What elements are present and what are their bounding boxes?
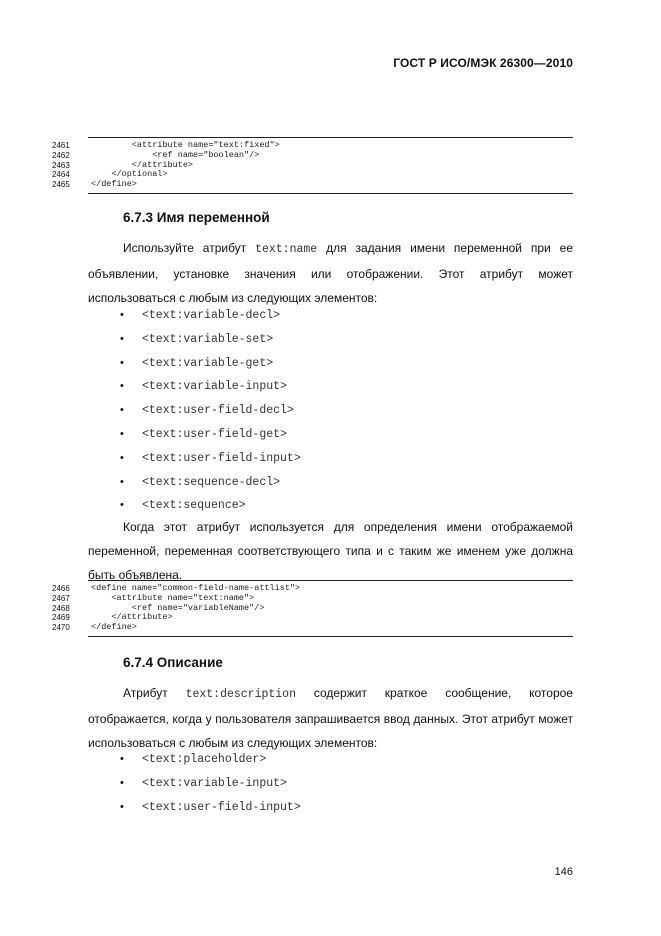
line-number: 2465 (52, 180, 70, 190)
element-name: <text:variable-input> (142, 776, 287, 790)
code-text: </define> (91, 622, 137, 633)
line-number: 2464 (52, 170, 70, 180)
code-text: </attribute> (91, 159, 194, 170)
element-name: <text:user-field-input> (142, 451, 301, 465)
bullet-icon: • (120, 380, 124, 393)
para-text-end: для задания имени переменной при ее объявлении, установке значения или отображении. Этот атрибут может использоваться с любым из следующих элементов: (88, 241, 573, 305)
page-header-title: ГОСТ Р ИСО/МЭК 26300—2010 (393, 56, 573, 70)
line-number: 2466 (52, 584, 70, 593)
para-text-start: Атрибут (123, 686, 186, 700)
bullet-icon: • (120, 332, 124, 345)
bullet-icon: • (120, 800, 124, 813)
para-text-end: содержит краткое сообщение, которое отображается, когда у пользователя запрашивается ввод данных. Этот атрибут может использоваться с любым из следующих элементов: (88, 686, 573, 750)
code-text: <attribute name="text:fixed"> (91, 140, 280, 150)
element-name: <text:variable-decl> (142, 309, 281, 322)
code-block-1 (52, 141, 582, 190)
bullet-icon: • (120, 753, 124, 765)
line-number: 2468 (52, 603, 70, 613)
paragraph-description (88, 681, 573, 755)
element-name: <text:placeholder> (142, 753, 267, 766)
element-name: <text:variable-set> (142, 332, 274, 346)
code-rule-top (88, 580, 573, 581)
bullet-icon: • (120, 499, 124, 512)
para-text: Когда этот атрибут используется для определения имени отображаемой переменной, переменная соответствующего типа и с таким же именем уже должна быть объявлена. (88, 520, 573, 582)
code-text: <ref name="variableName"/> (91, 602, 265, 613)
element-name: <text:variable-get> (142, 356, 274, 370)
code-line (52, 623, 582, 633)
line-number: 2462 (52, 150, 70, 160)
element-name: <text:variable-input> (142, 380, 287, 394)
paragraph-display-variable (88, 515, 573, 587)
line-number: 2469 (52, 613, 70, 623)
section-heading-6-7-3: 6.7.3 Имя переменной (123, 210, 270, 225)
code-block-2 (52, 584, 582, 633)
bullet-icon: • (120, 776, 124, 789)
code-rule-bottom (88, 636, 573, 637)
line-number: 2470 (52, 623, 70, 633)
element-name: <text:user-field-decl> (142, 404, 294, 418)
code-text: <define name="common-field-name-attlist"> (91, 583, 301, 593)
element-name: <text:user-field-get> (142, 427, 287, 441)
code-text: </attribute> (91, 612, 173, 623)
inline-code-text-description: text:description (185, 688, 296, 701)
bullet-icon: • (120, 475, 124, 488)
bullet-icon: • (120, 451, 124, 464)
code-rule-bottom (88, 193, 573, 194)
para-text-start: Используйте атрибут (123, 241, 256, 255)
code-text: </optional> (91, 169, 168, 180)
element-name: <text:sequence-decl> (142, 475, 281, 489)
code-text: </define> (91, 179, 137, 190)
code-text: <ref name="boolean"/> (91, 149, 260, 160)
page-number: 146 (554, 866, 573, 878)
bullet-icon: • (120, 404, 124, 417)
code-text: <attribute name="text:name"> (91, 592, 255, 603)
code-rule-top (88, 137, 573, 138)
bullet-icon: • (120, 427, 124, 440)
bullet-icon: • (120, 356, 124, 369)
line-number: 2467 (52, 593, 70, 603)
code-line (52, 180, 582, 190)
inline-code-text-name: text:name (255, 243, 318, 256)
element-name: <text:user-field-input> (142, 800, 301, 814)
bullet-icon: • (120, 309, 124, 321)
paragraph-intro-name (88, 236, 573, 310)
element-name: <text:sequence> (142, 499, 246, 513)
line-number: 2463 (52, 160, 70, 170)
section-heading-6-7-4: 6.7.4 Описание (123, 655, 223, 670)
line-number: 2461 (52, 141, 70, 150)
